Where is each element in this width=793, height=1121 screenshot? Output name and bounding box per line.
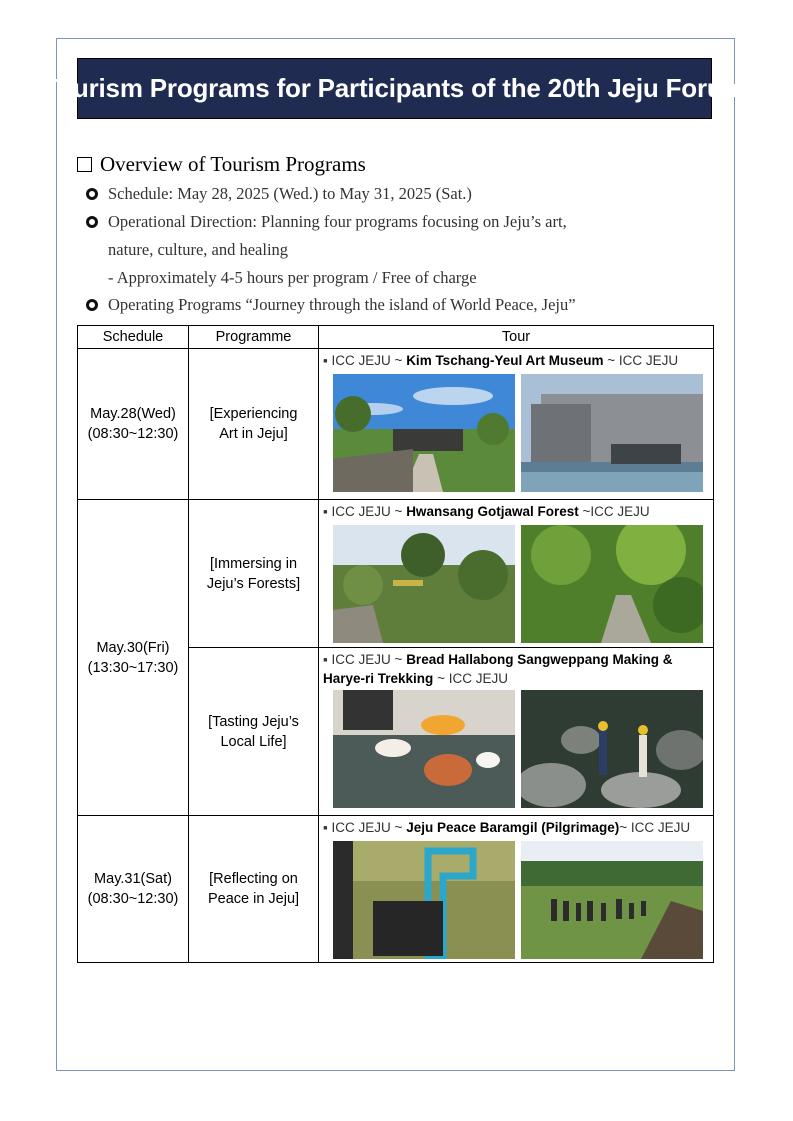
schedule-cell <box>78 500 189 816</box>
direction-subitem: - Approximately 4-5 hours per program / Free of charge <box>108 268 477 287</box>
tour-route: ▪ ICC JEJU ~ Bread Hallabong Sangweppang Making & Harye-ri Trekking ~ ICC JEJU <box>323 652 673 686</box>
tour-route: ▪ ICC JEJU ~ Hwansang Gotjawal Forest ~ICC JEJU <box>323 504 650 519</box>
tour-photos <box>323 837 709 959</box>
programme-line1: [Experiencing <box>209 406 298 422</box>
tour-photos <box>323 688 709 808</box>
tour-cell <box>319 648 714 816</box>
schedule-date: May.31(Sat) <box>94 871 172 887</box>
peace-trail-sign-photo <box>333 841 515 959</box>
tour-photos <box>323 370 709 492</box>
tour-destination: Bread Hallabong Sangweppang Making & Harye-ri Trekking <box>323 652 673 686</box>
programme-line1: [Reflecting on <box>209 871 298 887</box>
direction-text-line2: nature, culture, and healing <box>108 240 289 259</box>
programme-line2: Peace in Jeju] <box>207 891 300 907</box>
section-heading-text: Overview of Tourism Programs <box>100 152 366 176</box>
checkbox-square-icon <box>77 157 92 172</box>
table-row <box>78 816 714 963</box>
tour-cell <box>319 816 714 963</box>
schedule-item <box>86 184 472 204</box>
museum-building-photo <box>521 374 703 492</box>
header-schedule: Schedule <box>78 326 189 349</box>
tour-cell <box>319 349 714 500</box>
program-table <box>77 325 714 963</box>
circle-bullet-icon <box>86 188 98 200</box>
header-tour: Tour <box>319 326 714 349</box>
tour-route: ▪ ICC JEJU ~ Kim Tschang-Yeul Art Museum ~ ICC JEJU <box>323 353 679 368</box>
schedule-date: May.30(Fri) <box>96 639 170 656</box>
circle-bullet-icon <box>86 299 98 311</box>
schedule-date: May.28(Wed) <box>90 406 176 422</box>
programme-cell <box>189 349 319 500</box>
tour-destination: Jeju Peace Baramgil (Pilgrimage) <box>406 820 620 835</box>
bread-making-photo <box>333 690 515 808</box>
schedule-time: (13:30~17:30) <box>87 659 179 676</box>
tour-destination: Hwansang Gotjawal Forest <box>406 504 579 519</box>
programme-line1: [Tasting Jeju’s <box>208 713 299 730</box>
schedule-cell <box>78 816 189 963</box>
page-title-banner <box>43 58 746 119</box>
direction-text-line1: Operational Direction: Planning four programs focusing on Jeju’s art, <box>108 212 567 231</box>
table-header-row <box>78 326 714 349</box>
section-heading <box>77 152 366 177</box>
page-title: Tourism Programs for Participants of the 20th Jeju Forum <box>43 73 746 103</box>
programme-line2: Art in Jeju] <box>219 426 288 442</box>
header-programme: Programme <box>189 326 319 349</box>
programme-cell <box>189 648 319 816</box>
tour-photos <box>323 521 709 643</box>
table-row <box>78 500 714 648</box>
schedule-time: (08:30~12:30) <box>87 426 179 442</box>
operating-text: Operating Programs “Journey through the island of World Peace, Jeju” <box>108 295 576 314</box>
forest-stream-photo <box>521 525 703 643</box>
museum-exterior-photo <box>333 374 515 492</box>
trekking-rocks-photo <box>521 690 703 808</box>
forest-trail-photo <box>333 525 515 643</box>
pilgrimage-walk-photo <box>521 841 703 959</box>
tour-route: ▪ ICC JEJU ~ Jeju Peace Baramgil (Pilgrimage)~ ICC JEJU <box>323 820 691 835</box>
schedule-text: Schedule: May 28, 2025 (Wed.) to May 31, 2025 (Sat.) <box>108 184 472 203</box>
tour-cell <box>319 500 714 648</box>
schedule-cell <box>78 349 189 500</box>
programme-line2: Jeju’s Forests] <box>206 575 301 592</box>
schedule-time: (08:30~12:30) <box>87 891 179 907</box>
programme-cell <box>189 816 319 963</box>
table-row <box>78 349 714 500</box>
circle-bullet-icon <box>86 216 98 228</box>
direction-item <box>86 212 567 232</box>
tour-destination: Kim Tschang-Yeul Art Museum <box>406 353 604 368</box>
programme-cell <box>189 500 319 648</box>
programme-line2: Local Life] <box>220 733 287 750</box>
programme-line1: [Immersing in <box>209 555 298 572</box>
operating-item <box>86 295 576 315</box>
